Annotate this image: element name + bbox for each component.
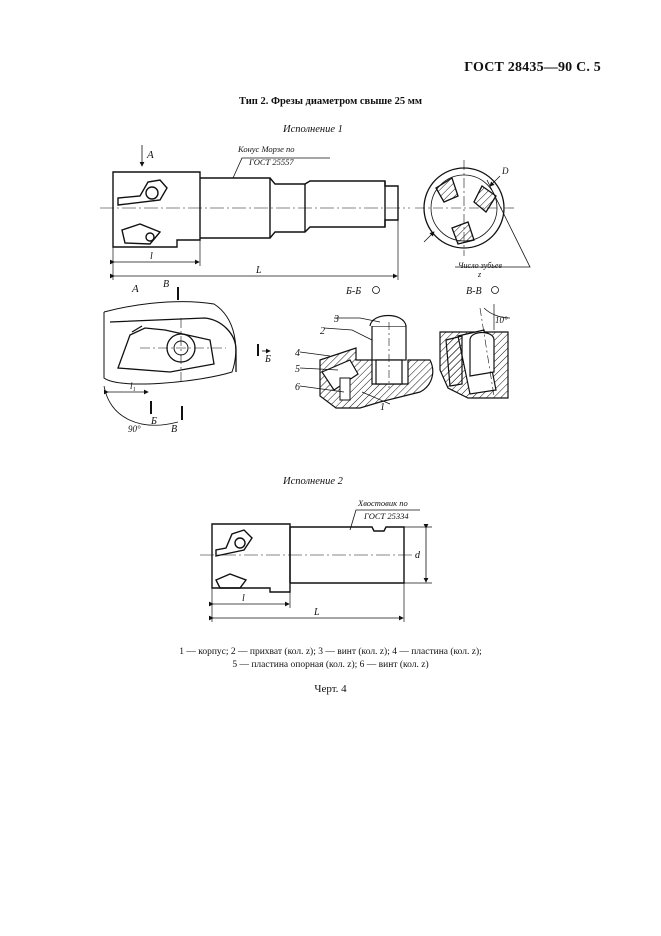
part-3-label: 3 (334, 314, 339, 325)
view-a-arrow-label: A (147, 149, 154, 161)
variant2-dim-l-label: l (242, 593, 245, 604)
angle-10-label: 10° (495, 315, 508, 325)
diameter-D-label: D (502, 166, 509, 176)
page-title: Тип 2. Фрезы диаметром свыше 25 мм (238, 96, 422, 107)
section-mark-b-right: Б (265, 354, 271, 365)
dim-l-label: l (150, 251, 153, 262)
section-v-v-label: В-В (466, 286, 482, 297)
taper-note-line1: Конус Морзе по (238, 144, 295, 154)
figure-caption: Черт. 4 (314, 683, 347, 695)
dim-d-label: d (415, 550, 420, 561)
variant2-dim-L-label: L (314, 607, 320, 618)
standard-header: ГОСТ 28435—90 С. 5 (464, 60, 601, 75)
variant1-label: Исполнение 1 (283, 124, 343, 135)
legend-line-2: 5 — пластина опорная (кол. z); 6 — винт (кол. z) (232, 660, 429, 670)
teeth-count-line1: Число зубьев (458, 261, 502, 270)
section-mark-v-bottom: В (171, 424, 178, 435)
view-a-detail (104, 287, 270, 425)
dim-l1-label: l₁ (130, 381, 136, 391)
shank-note-line2: ГОСТ 25334 (364, 511, 409, 521)
legend-line-1: 1 — корпус; 2 — прихват (кол. z); 3 — винт (кол. z); 4 — пластина (кол. z); (179, 647, 482, 657)
part-6-label: 6 (295, 382, 300, 393)
part-4-label: 4 (295, 348, 300, 359)
shank-note-line1: Хвостовик по (358, 498, 408, 508)
dim-L-label: L (256, 265, 262, 276)
section-mark-v-top: В (163, 279, 170, 290)
section-b-b (320, 316, 433, 409)
angle-90-label: 90° (128, 424, 141, 434)
section-b-b-label: Б-Б (346, 286, 362, 297)
view-a-label: A (132, 283, 139, 295)
variant1-end-view (415, 160, 514, 256)
parts-legend (0, 646, 661, 672)
part-2-label: 2 (320, 326, 325, 337)
variant2-label: Исполнение 2 (283, 476, 343, 487)
variant2-dimensions (213, 510, 426, 618)
variant1-side-view (100, 172, 410, 280)
part-5-label: 5 (295, 364, 300, 375)
section-v-v-symbol-icon (492, 287, 499, 294)
teeth-count-line2: z (478, 270, 482, 279)
section-mark-b-bottom: Б (151, 416, 157, 427)
part-1-label: 1 (380, 402, 385, 413)
section-b-b-symbol-icon (373, 287, 380, 294)
taper-note-line2: ГОСТ 25557 (249, 157, 294, 167)
